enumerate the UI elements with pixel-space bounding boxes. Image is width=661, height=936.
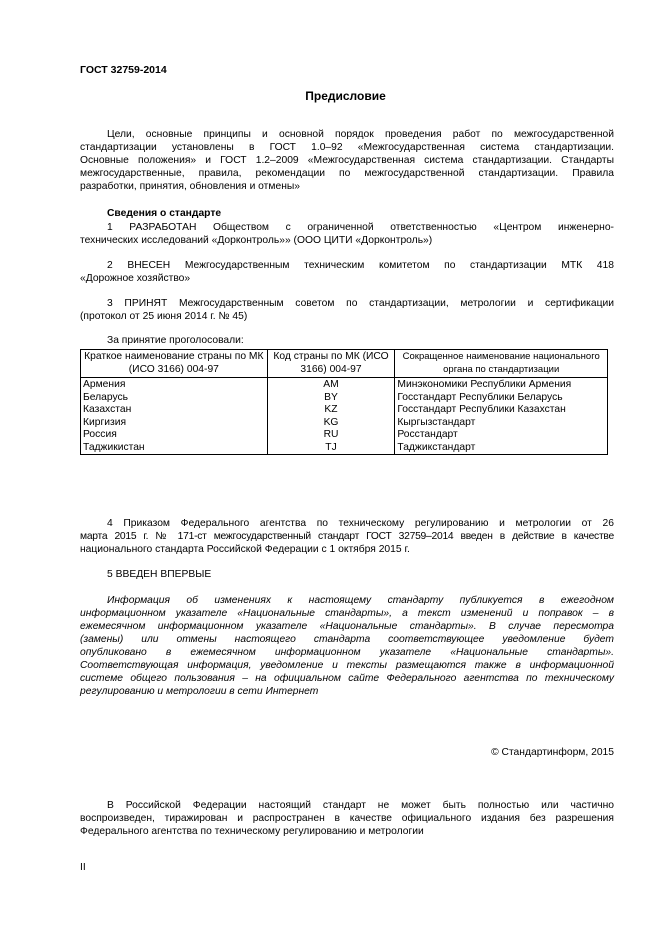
text-line: межгосударственные, правила, рекомендации по межгосударственной стандартизации. Правила [80, 168, 614, 179]
text-line: Основные положения» и ГОСТ 1.2–2009 «Межгосударственная система стандартизации. Стандарты [80, 155, 614, 166]
cell-country: Таджикистан [81, 442, 268, 455]
table-row [81, 429, 608, 442]
cell-code: BY [267, 392, 395, 405]
cell-body: Госстандарт Республики Казахстан [395, 404, 608, 417]
cell-country: Киргизия [81, 417, 268, 430]
text-line: стандартизации установлены в ГОСТ 1.0–92 «Межгосударственная система стандартизации. [80, 142, 614, 153]
cell-code: KZ [267, 404, 395, 417]
text-line: ежемесячном информационном указателе «Национальные стандарты». В случае пересмотра [80, 621, 614, 632]
text-line: воспроизведен, тиражирован и распространен в качестве официального издания без разрешения [80, 813, 614, 824]
item-4 [80, 517, 614, 556]
text-line: В Российской Федерации настоящий стандарт не может быть полностью или частично [107, 800, 614, 811]
text-line: регулированию и метрологии в сети Интернет [80, 686, 319, 697]
cell-country: Казахстан [81, 404, 268, 417]
text-line: информационном указателе «Национальные стандарты», а текст изменений и поправок – в [80, 608, 614, 619]
copyright: © Стандартинформ, 2015 [491, 747, 614, 758]
adoption-table [80, 349, 608, 455]
text-line: опубликовано в ежемесячном информационном указателе «Национальные стандарты». [80, 647, 614, 658]
text-line: (замены) или отмены настоящего стандарта соответствующее уведомление будет [80, 634, 614, 645]
text-line: «Дорожное хозяйство» [80, 273, 191, 284]
page-number: II [80, 862, 86, 873]
text-line: национального стандарта Российской Федерации с 1 октября 2015 г. [80, 544, 410, 555]
item-2 [80, 259, 614, 285]
cell-country: Армения [81, 378, 268, 392]
cell-country: Беларусь [81, 392, 268, 405]
cell-code: TJ [267, 442, 395, 455]
cell-body: Росстандарт [395, 429, 608, 442]
column-header-body: Сокращенное наименование национального органа по стандартизации [395, 350, 608, 378]
table-row [81, 378, 608, 392]
text-line: (протокол от 25 июня 2014 г. № 45) [80, 311, 248, 322]
table-row [81, 417, 608, 430]
table-row [81, 442, 608, 455]
text-line: Цели, основные принципы и основной порядок проведения работ по межгосударственной [107, 129, 614, 140]
text-line: 2 ВНЕСЕН Межгосударственным техническим комитетом по стандартизации МТК 418 [107, 260, 614, 271]
text-line: 3 ПРИНЯТ Межгосударственным советом по стандартизации, метрологии и сертификации [107, 298, 614, 309]
cell-body: Таджикстандарт [395, 442, 608, 455]
cell-code: AM [267, 378, 395, 392]
info-heading: Сведения о стандарте [107, 208, 222, 219]
cell-code: RU [267, 429, 395, 442]
column-header-country: Краткое наименование страны по МК (ИСО 3166) 004-97 [81, 350, 268, 378]
text-line: системе общего пользования – на официальном сайте Федерального агентства по техническому [80, 673, 614, 684]
text-line: технических исследований «Дорконтроль»» (ООО ЦИТИ «Дорконтроль») [80, 235, 433, 246]
column-header-code: Код страны по МК (ИСО 3166) 004-97 [267, 350, 395, 378]
notice-paragraph [80, 594, 614, 698]
text-line: 4 Приказом Федерального агентства по техническому регулированию и метрологии от 26 [107, 518, 614, 529]
vote-label: За принятие проголосовали: [107, 335, 244, 346]
rights-paragraph [80, 799, 614, 838]
table-header-row [81, 350, 608, 378]
item-5: 5 ВВЕДЕН ВПЕРВЫЕ [107, 569, 212, 580]
doc-id-header: ГОСТ 32759-2014 [80, 64, 167, 76]
item-3 [80, 297, 614, 323]
text-line: разработки, принятия, обновления и отмены» [80, 181, 301, 192]
cell-body: Кыргызстандарт [395, 417, 608, 430]
table-row [81, 392, 608, 405]
text-line: 1 РАЗРАБОТАН Обществом с ограниченной ответственностью «Центром инженерно- [107, 222, 614, 233]
cell-country: Россия [81, 429, 268, 442]
intro-paragraph [80, 128, 614, 193]
cell-body: Госстандарт Республики Беларусь [395, 392, 608, 405]
cell-code: KG [267, 417, 395, 430]
text-line: Соответствующая информация, уведомление и тексты размещаются также в информационной [80, 660, 614, 671]
text-line: марта 2015 г. № 171-ст межгосударственный стандарт ГОСТ 32759–2014 введен в действие в качестве [80, 531, 614, 542]
page-title: Предисловие [305, 89, 386, 103]
text-line: Информация об изменениях к настоящему стандарту публикуется в ежегодном [107, 595, 614, 606]
cell-body: Минэкономики Республики Армения [395, 378, 608, 392]
table-row [81, 404, 608, 417]
text-line: Федерального агентства по техническому регулированию и метрологии [80, 826, 424, 837]
item-1 [80, 221, 614, 247]
